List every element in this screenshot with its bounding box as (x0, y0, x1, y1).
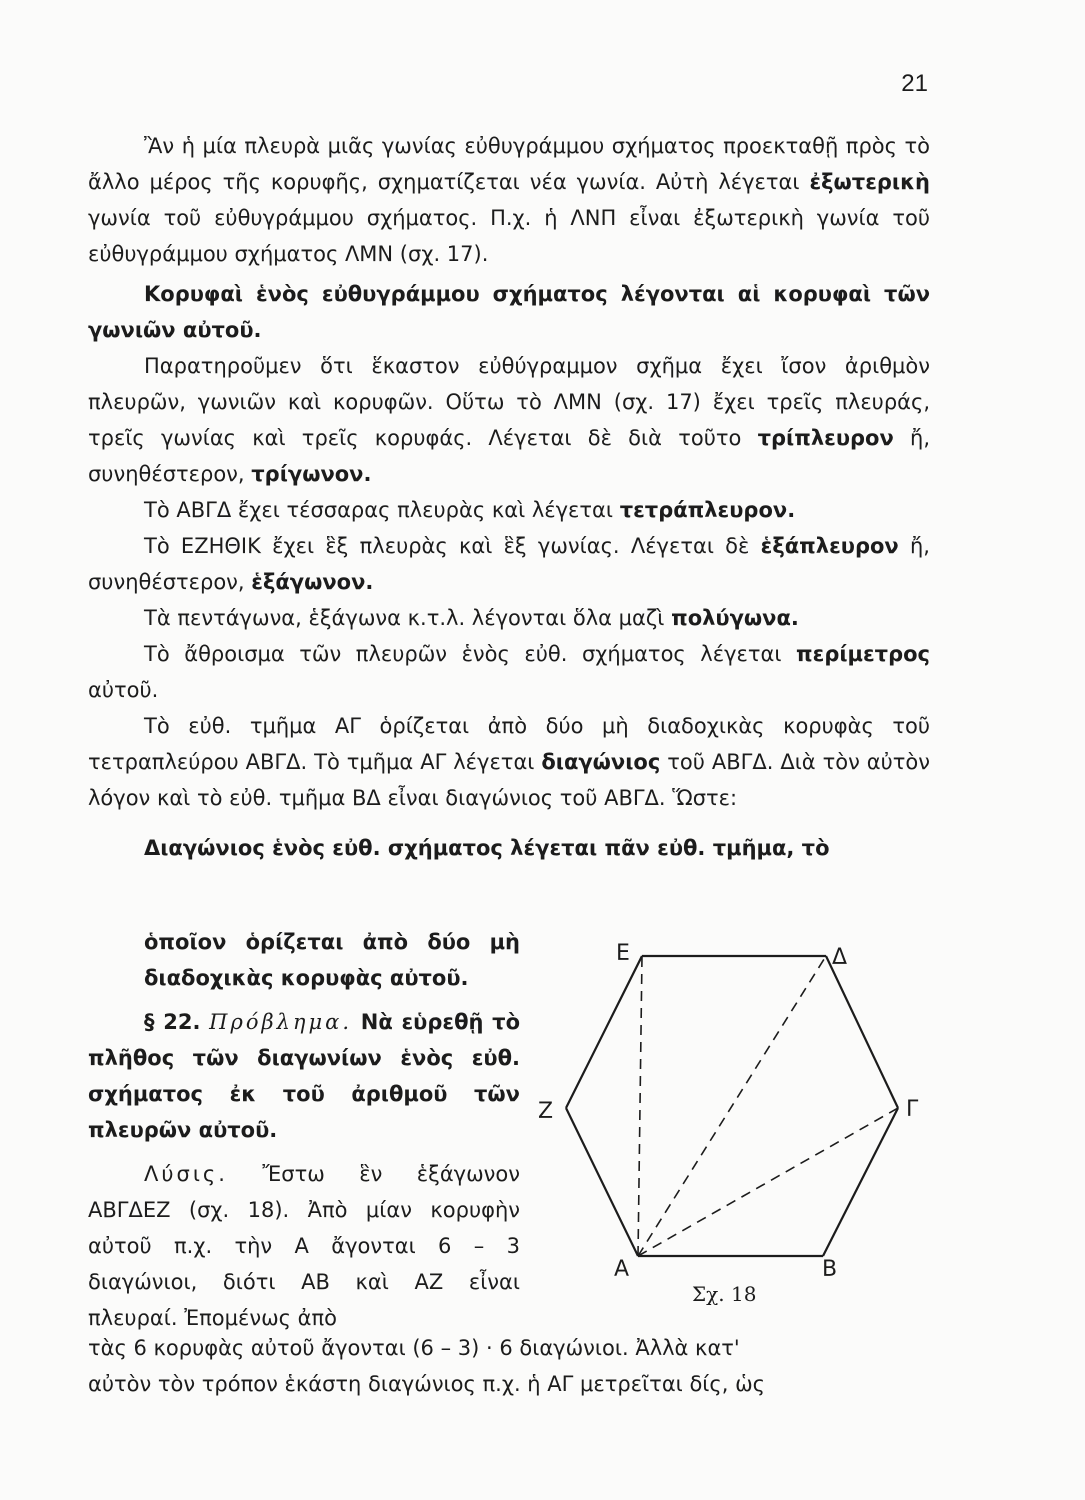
last-line-1: τὰς 6 κορυφὰς αὐτοῦ ἄγονται (6 – 3) · 6 διαγώνιοι. Ἀλλὰ κατ' (88, 1336, 740, 1360)
paragraph-polygons: Τὰ πεντάγωνα, ἑξάγωνα κ.τ.λ. λέγονται ὅλα μαζὶ πολύγωνα. (144, 606, 799, 630)
side-EZ (566, 956, 642, 1108)
label-D: Δ (832, 945, 848, 970)
label-E: Ε (616, 941, 630, 966)
section-number: § 22. (144, 1010, 201, 1034)
term-diagonios: διαγώνιος (541, 750, 661, 774)
diagonal-AG (638, 1108, 898, 1256)
solution-label: Λύσις. (144, 1162, 228, 1186)
side-ZA (566, 1108, 638, 1256)
diagonals-from-A (638, 956, 898, 1256)
paragraph-hexagon: Τὸ ΕΖΗΘΙΚ ἔχει ἓξ πλευρὰς καὶ ἓξ γωνίας. Λέγεται δὲ ἑξάπλευρον ἤ, συνηθέστερον, ἑξάγωνον. (88, 534, 930, 594)
figure-caption: Σχ. 18 (692, 1282, 757, 1306)
definition-diagonal-line1: Διαγώνιος ἑνὸς εὐθ. σχήματος λέγεται πᾶν εὐθ. τμῆμα, τὸ (144, 836, 830, 860)
term-polygona: πολύγωνα. (671, 606, 799, 630)
solution-text: Ἔστω ἓν ἑξάγωνον ΑΒΓΔΕΖ (σχ. 18). Ἀπὸ μίαν κορυφὴν αὐτοῦ π.χ. τὴν Α ἄγονται 6 – 3 διαγώνιοι, διότι ΑΒ καὶ ΑΖ εἶναι πλευραί. Ἐπομένως ἀπὸ (88, 1162, 520, 1330)
text-block-bottom (88, 1330, 930, 1402)
side-GD (826, 956, 898, 1108)
paragraph-diagonal: Τὸ εὐθ. τμῆμα ΑΓ ὁρίζεται ἀπὸ δύο μὴ διαδοχικὰς κορυφὰς τοῦ τετραπλεύρου ΑΒΓΔ. Τὸ τμῆμα ΑΓ λέγεται διαγώνιος τοῦ ΑΒΓΔ. Διὰ τὸν αὐτὸν λόγον καὶ τὸ εὐθ. τμῆμα ΒΔ εἶναι διαγώνιος τοῦ ΑΒΓΔ. Ὥστε: (88, 714, 930, 810)
term-trigonon: τρίγωνον. (251, 462, 372, 486)
problem-label: Πρόβλημα. (209, 1010, 353, 1034)
diagonal-AD (638, 956, 826, 1256)
label-A: Α (614, 1257, 630, 1282)
definition-diagonal-rest: ὁποῖον ὁρίζεται ἀπὸ δύο μὴ διαδοχικὰς κορυφὰς αὐτοῦ. (144, 930, 520, 990)
term-hexagonon: ἑξάγωνον. (251, 570, 374, 594)
text-column-left (88, 924, 520, 1336)
label-B: Β (822, 1257, 838, 1282)
page-number: 21 (901, 70, 928, 97)
term-tetrapleuron: τετράπλευρον. (619, 498, 796, 522)
term-hexapleuron: ἑξάπλευρον (760, 534, 899, 558)
term-tripleuron: τρίπλευρον (757, 426, 894, 450)
text-block-top (88, 128, 930, 866)
paragraph-triangle: Παρατηροῦμεν ὅτι ἕκαστον εὐθύγραμμον σχῆμα ἔχει ἴσον ἀριθμὸν πλευρῶν, γωνιῶν καὶ κορυφῶν. Οὕτω τὸ ΛΜΝ (σχ. 17) ἔχει τρεῖς πλευράς, τρεῖς γωνίας καὶ τρεῖς κορυφάς. Λέγεται δὲ διὰ τοῦτο τρίπλευρον ἤ, συνηθέστερον, τρίγωνον. (88, 354, 931, 486)
hexagon-figure (530, 930, 950, 1330)
diagonal-AE (638, 956, 642, 1256)
term-perimetros: περίμετρος (796, 642, 930, 666)
paragraph-exterior-angle: Ἂν ἡ μία πλευρὰ μιᾶς γωνίας εὐθυγράμμου σχήματος προεκταθῇ πρὸς τὸ ἄλλο μέρος τῆς κορυφῆς, σχηματίζεται νέα γωνία. Αὐτὴ λέγεται ἐξωτερικὴ γωνία τοῦ εὐθυγράμμου σχήματος. Π.χ. ἡ ΛΝΠ εἶναι ἐξωτερικὴ γωνία τοῦ εὐθυγράμμου σχήματος ΛΜΝ (σχ. 17). (88, 134, 930, 266)
solution-paragraph (88, 1156, 520, 1336)
definition-vertices: Κορυφαὶ ἑνὸς εὐθυγράμμου σχήματος λέγονται αἱ κορυφαὶ τῶν γωνιῶν αὐτοῦ. (88, 282, 930, 342)
paragraph-perimeter: Τὸ ἄθροισμα τῶν πλευρῶν ἑνὸς εὐθ. σχήματος λέγεται περίμετρος αὐτοῦ. (88, 642, 930, 702)
term-exterior: ἐξωτερικὴ (809, 170, 930, 194)
problem-statement: Νὰ εὑρεθῇ τὸ πλῆθος τῶν διαγωνίων ἑνὸς εὐθ. σχήματος ἐκ τοῦ ἀριθμοῦ τῶν πλευρῶν αὐτοῦ. (88, 1010, 521, 1142)
label-Z: Ζ (538, 1099, 554, 1124)
last-line-2: αὐτὸν τὸν τρόπον ἑκάστη διαγώνιος π.χ. ἡ ΑΓ μετρεῖται δίς, ὡς (88, 1372, 765, 1396)
label-G: Γ (906, 1097, 919, 1122)
paragraph-quadrilateral: Τὸ ΑΒΓΔ ἔχει τέσσαρας πλευρὰς καὶ λέγεται τετράπλευρον. (144, 498, 796, 522)
problem-paragraph (88, 1004, 520, 1148)
